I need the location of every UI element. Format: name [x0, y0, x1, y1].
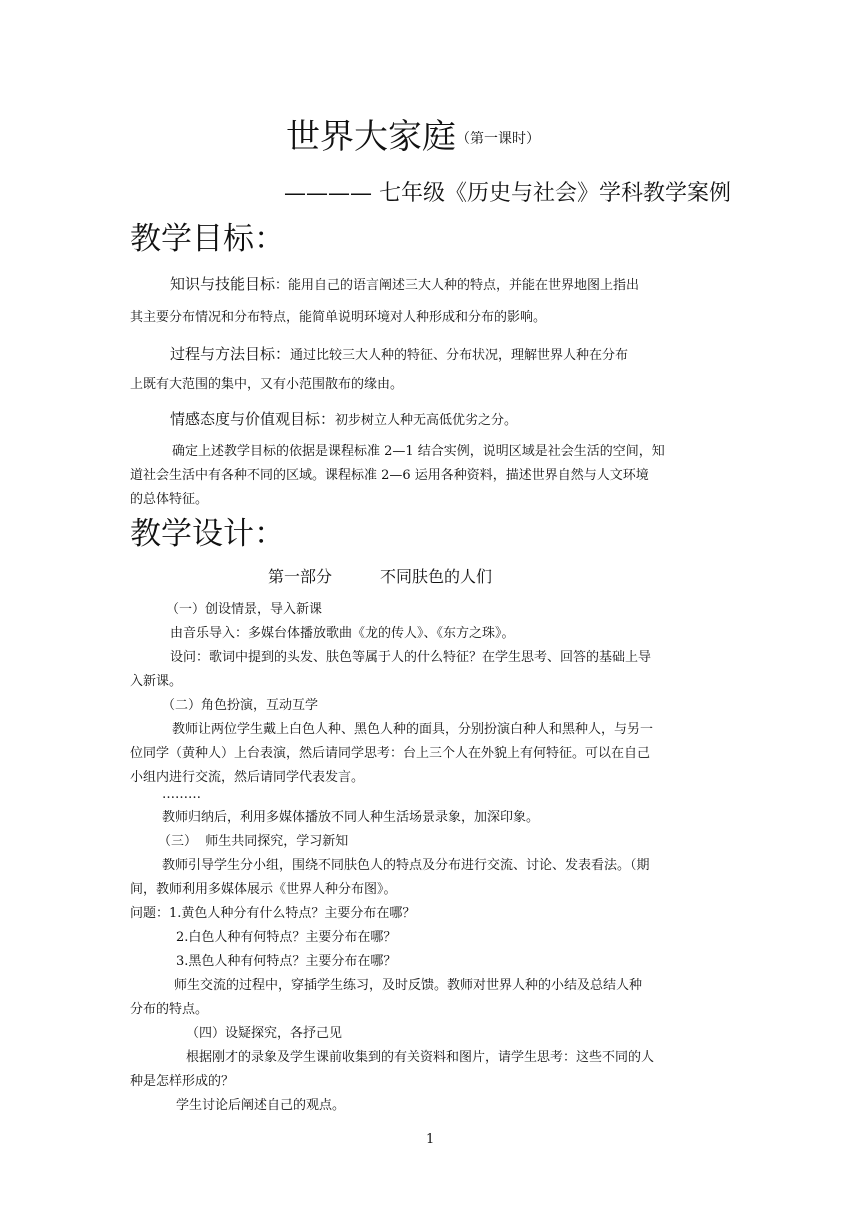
emotion-text: 初步树立人种无高低优劣之分。 [335, 413, 518, 428]
part-label: 第一部分 [268, 567, 333, 586]
design-line-3: 设问：歌词中提到的头发、肤色等属于人的什么特征？在学生思考、回答的基础上导 [170, 650, 652, 665]
process-label: 过程与方法目标： [170, 345, 291, 363]
document-subtitle: ———— 七年级《历史与社会》学科教学案例 [284, 181, 731, 206]
design-line-22: 学生讨论后阐述自己的观点。 [176, 1098, 346, 1113]
design-line-13: 间，教师利用多媒体展示《世界人种分布图》。 [130, 882, 397, 897]
knowledge-text: ：能用自己的语言阐述三大人种的特点，并能在世界地图上指出 [275, 278, 640, 293]
design-line-5: （二）角色扮演，互动互学 [162, 698, 319, 713]
part-title: 不同肤色的人们 [380, 567, 493, 586]
design-line-7: 位同学（黄种人）上台表演，然后请同学思考：台上三个人在外貌上有何特征。可以在自己 [130, 746, 651, 761]
process-text-line2: 上既有大范围的集中，又有小范围散布的缘由。 [130, 377, 404, 392]
process-text: 通过比较三大人种的特征、分布状况，理解世界人种在分布 [290, 348, 629, 363]
knowledge-text-line2: 其主要分布情况和分布特点，能简单说明环境对人种形成和分布的影响。 [130, 310, 547, 325]
basis-line-3: 的总体特征。 [130, 492, 209, 507]
design-line-6: 教师让两位学生戴上白色人种、黑色人种的面具，分别扮演白种人和黑种人，与另一 [172, 722, 654, 737]
design-heading: 教学设计： [130, 516, 285, 552]
objectives-heading: 教学目标： [130, 221, 285, 257]
design-line-9: ……… [162, 787, 201, 802]
emotion-objective [170, 411, 517, 427]
design-line-19: （四）设疑探究，各抒己见 [186, 1026, 343, 1041]
design-line-4: 入新课。 [130, 674, 183, 689]
design-line-18: 分布的特点。 [130, 1002, 209, 1017]
design-line-15: 2.白色人种有何特点？主要分布在哪？ [176, 930, 397, 945]
page-number: 1 [426, 1132, 435, 1147]
design-line-2: 由音乐导入：多媒台体播放歌曲《龙的传人》、《东方之珠》。 [170, 626, 515, 641]
process-objective [170, 346, 628, 362]
title-main: 世界大家庭 [286, 117, 456, 157]
part-heading [268, 569, 492, 585]
design-line-20: 根据刚才的录象及学生课前收集到的有关资料和图片，请学生思考：这些不同的人 [186, 1050, 655, 1065]
document-title [286, 117, 540, 157]
design-line-14: 问题：1.黄色人种分有什么特点？主要分布在哪？ [130, 906, 416, 921]
design-line-21: 种是怎样形成的？ [130, 1074, 235, 1089]
basis-line-1: 确定上述教学目标的依据是课程标准 2—1 结合实例，说明区域是社会生活的空间，知 [172, 444, 665, 459]
design-line-12: 教师引导学生分小组，围绕不同肤色人的特点及分布进行交流、讨论、发表看法。（期 [162, 858, 650, 873]
emotion-label: 情感态度与价值观目标： [170, 410, 336, 428]
design-line-11: （三） 师生共同探究，学习新知 [158, 834, 349, 849]
title-suffix: （第一课时） [456, 131, 540, 147]
basis-line-2: 道社会生活中有各种不同的区域。课程标准 2—6 运用各种资料，描述世界自然与人文环境 [130, 468, 649, 483]
design-line-17: 师生交流的过程中，穿插学生练习，及时反馈。教师对世界人种的小结及总结人种 [174, 978, 643, 993]
design-line-1: （一）创设情景，导入新课 [166, 602, 323, 617]
design-line-16: 3.黑色人种有何特点？主要分布在哪？ [176, 954, 397, 969]
knowledge-objective [170, 276, 639, 292]
design-line-8: 小组内进行交流，然后请同学代表发言。 [130, 770, 365, 785]
knowledge-label: 知识与技能目标 [170, 275, 276, 293]
design-line-10: 教师归纳后，利用多媒体播放不同人种生活场景录象，加深印象。 [162, 810, 540, 825]
